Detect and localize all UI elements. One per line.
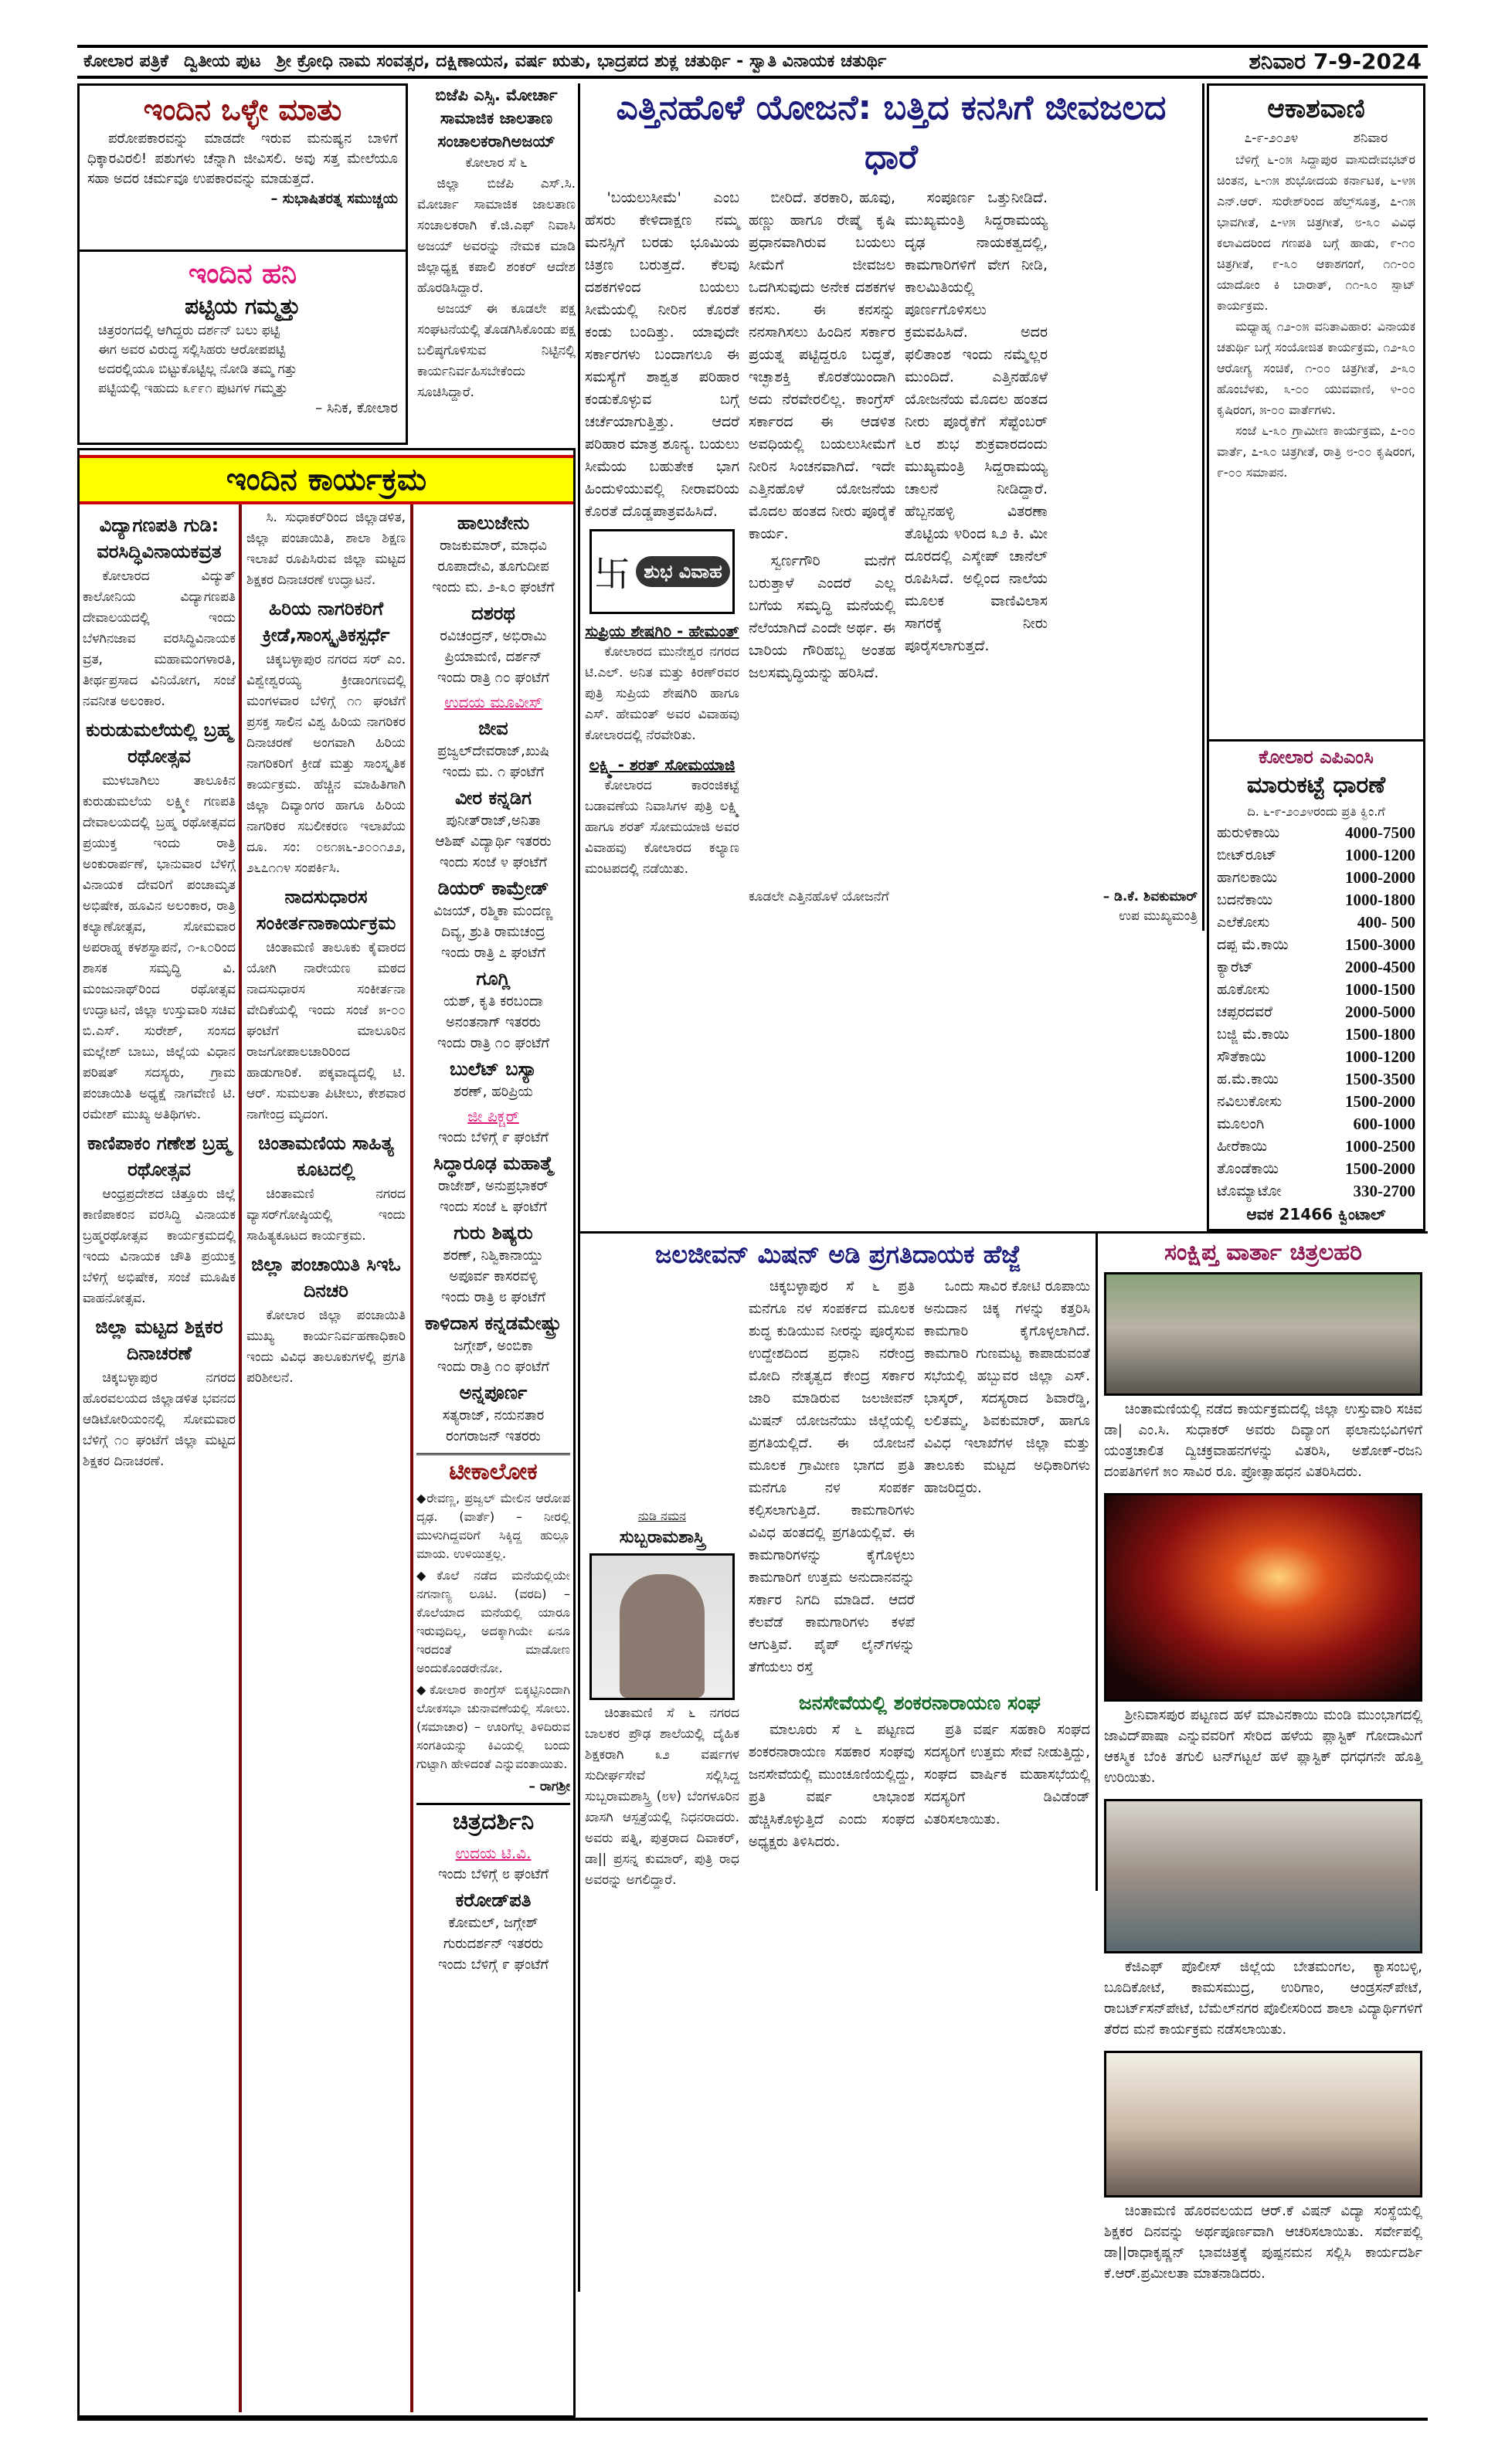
program-text: ಚಿಂತಾಮಣಿ ತಾಲೂಕು ಕೈವಾರದ ಯೋಗಿ ನಾರೇಯಣ ಮಠದ ನಾದಸುಧಾರಸ ಸಂಕೀರ್ತನಾ ವೇದಿಕೆಯಲ್ಲಿ ಇಂದು ಸಂಜೆ ೫-೦೦ ಘಂಟೆಗೆ ಮಾಲೂರಿನ ರಾಜಗೋಪಾಲಚಾರಿರಿಂದ ಹಾಡುಗಾರಿಕೆ. ಪಕ್ಕವಾದ್ಯದಲ್ಲಿ ಟಿ. ಆರ್. ಸುಮಲತಾ ಪಿಟೀಲು, ಕೇಶವಾರ ನಾಗೇಂದ್ರ ಮೃದಂಗ. — [246, 940, 406, 1122]
movie-detail: ರಂಗರಾಜನ್ ಇತರರು — [446, 1428, 541, 1444]
lead-tail: ಕೂಡಲೇ ಎತ್ತಿನಹೊಳೆ ಯೋಜನೆಗೆ — [749, 889, 889, 904]
market-row — [1217, 889, 1415, 911]
janaseve-headline: ಜನಸೇವೆಯಲ್ಲಿ ಶಂಕರನಾರಾಯಣ ಸಂಘ — [798, 1692, 1041, 1714]
schedule-para: ಬೆಳಿಗ್ಗೆ ೬-೦೫ ಸಿದ್ದಾಪುರ ವಾಸುದೇವಭಟ್‌ರ ಚಿಂತನ, ೬-೧೫ ಶುಭೋದಯ ಕರ್ನಾಟಕ, ೬-೪೫ ಎನ್.ಆರ್. ಸುರೇಶ್‌ರಿಂದ ಹೆಲ್ತ್‌ಸೂತ್ರ, ೭-೧೫ ಭಾವಗೀತೆ, ೭-೪೫ ಚಿತ್ರಗೀತೆ, ೮-೩೦ ವಿವಿಧ ಕಲಾವಿದರಿಂದ ಗಣಪತಿ ಬಗ್ಗೆ ಹಾಡು, ೯-೧೦ ಚಿತ್ರಗೀತೆ, ೯-೩೦ ಆಕಾಶಗಂಗೆ, ೧೧-೦೦ ಯಾದೋಂ ಕಿ ಬಾರಾತ್, ೧೧-೩೦ ಸ್ಪಾಟ್ ಕಾರ್ಯಕ್ರಮ. — [1217, 152, 1415, 313]
commodity: ಕ್ಯಾರೆಟ್ — [1217, 959, 1254, 976]
market-title: ಮಾರುಕಟ್ಟೆ ಧಾರಣೆ — [1246, 772, 1386, 799]
hani-line: ಅದರಲ್ಲಿಯೂ ಬಿಟ್ಟುಕೊಟ್ಟಿಲ್ಲ ನೋಡಿ ತಮ್ಮ ಗತ್ತು — [98, 361, 297, 377]
program-heading: ಚಿಂತಾಮಣಿಯ ಸಾಹಿತ್ಯ ಕೂಟದಲ್ಲಿ — [258, 1132, 394, 1180]
lead-col: ಸಂಪೂರ್ಣ ಒತ್ತುನೀಡಿದೆ. ಮುಖ್ಯಮಂತ್ರಿ ಸಿದ್ದರಾಮಯ್ಯ ದೃಢ ನಾಯಕತ್ವದಲ್ಲಿ, ಕಾಮಗಾರಿಗಳಿಗೆ ವೇಗ ನೀಡಿ, ಕಾಲಮಿತಿಯಲ್ಲಿ ಪೂರ್ಣಗೊಳಿಸಲು ಕ್ರಮವಹಿಸಿದೆ. ಅದರ ಫಲಿತಾಂಶ ಇಂದು ನಮ್ಮೆಲ್ಲರ ಮುಂದಿದೆ. ಎತ್ತಿನಹೊಳೆ ಯೋಜನೆಯ ಮೊದಲ ಹಂತದ ನೀರು ಪೂರೈಕೆಗೆ ಸೆಪ್ಟೆಂಬರ್ ೬ರ ಶುಭ ಶುಕ್ರವಾರದಂದು ಮುಖ್ಯಮಂತ್ರಿ ಸಿದ್ದರಾಮಯ್ಯ ಚಾಲನೆ ನೀಡಿದ್ದಾರೆ. ಹೆಬ್ಬನಹಳ್ಳಿ ವಿತರಣಾ ತೊಟ್ಟಿಯ ೪ರಿಂದ ೩೨ ಕಿ. ಮೀ ದೂರದಲ್ಲಿ ಎಸ್ಕೇಪ್ ಚಾನೆಲ್ ರೂಪಿಸಿದೆ. ಅಲ್ಲಿಂದ ನಾಲೆಯ ಮೂಲಕ ವಾಣಿವಿಲಾಸ ಸಾಗರಕ್ಕೆ ನೀರು ಪೂರೈಸಲಾಗುತ್ತದೆ. — [905, 189, 1048, 654]
movie-detail: ಶರಣ್, ಹರಿಪ್ರಿಯ — [454, 1084, 533, 1100]
hani-box — [77, 252, 408, 445]
chitra-title: ಚಿತ್ರದರ್ಶಿನಿ — [452, 1808, 535, 1835]
hani-subtitle: ಪಟ್ಟಿಯ ಗಮ್ಮತ್ತು — [185, 294, 301, 319]
market-row — [1217, 934, 1415, 956]
movie-detail: ಇಂದು ಬೆಳಿಗ್ಗೆ ೯ ಘಂಟೆಗೆ — [437, 1129, 549, 1145]
couple-text: ಕೋಲಾರದ ಮುನೇಶ್ವರ ನಗರದ ಟಿ.ಎಲ್. ಅನಿತ ಮತ್ತು ಕಿರಣ್‌ರವರ ಪುತ್ರಿ ಸುಪ್ರಿಯ ಶೇಷಗಿರಿ ಹಾಗೂ ಎಸ್. ಹೇಮಂತ್ ಅವರ ವಿವಾಹವು ಕೋಲಾರದಲ್ಲಿ ನೆರವೇರಿತು. — [585, 644, 739, 743]
channel-name: ಉದಯ ಟಿ.ವಿ. — [455, 1844, 532, 1862]
program-item — [83, 512, 236, 712]
movie-detail: ಸತ್ಯರಾಜ್, ನಯನತಾರ — [442, 1407, 545, 1424]
bjp-article — [417, 83, 576, 403]
commodity: ತೊಂಡೆಕಾಯಿ — [1217, 1160, 1279, 1177]
movie-detail: ರಾಜಕುಮಾರ್, ಮಾಧವಿ — [440, 538, 547, 554]
page-body — [77, 83, 1428, 2421]
news-photo — [1104, 1272, 1422, 1396]
commodity: ನವಿಲುಕೋಸು — [1217, 1093, 1282, 1110]
news-photo — [1104, 2051, 1422, 2198]
program-item — [83, 717, 236, 1125]
movie-detail: ಆಶಿಷ್ ವಿದ್ಯಾರ್ಥಿ ಇತರರು — [435, 833, 552, 850]
wedding-column — [585, 187, 739, 880]
quote-title: ಇಂದಿನ ಒಳ್ಳೇ ಮಾತು — [143, 93, 342, 127]
market-box — [1207, 742, 1425, 1231]
movie-detail: ಇಂದು ರಾತ್ರಿ ೭ ಘಂಟೆಗೆ — [441, 945, 545, 961]
wedding-badge-label: ಶುಭ ವಿವಾಹ — [636, 556, 730, 587]
hani-line: ಈಗ ಅವರ ವಿರುದ್ಧ ಸಲ್ಲಿಸಿಹರು ಆರೋಪಪಟ್ಟಿ — [98, 342, 286, 358]
movie-detail: ಇಂದು ರಾತ್ರಿ ೧೦ ಘಂಟೆಗೆ — [437, 1035, 549, 1051]
movie-detail: ಅಪೂರ್ವ ಕಾಸರವಳ್ಳಿ — [449, 1268, 538, 1285]
teeka-author: – ರಾಗಶ್ರೀ — [528, 1779, 570, 1794]
movie-detail: ವಿಜಯ್, ರಶ್ಮಿಕಾ ಮಂದಣ್ಣ — [433, 903, 553, 919]
channel-name: ಉದಯ ಮೂವೀಸ್ — [444, 693, 542, 711]
movie-detail: ಅನಂತನಾಗ್ ಇತರರು — [445, 1014, 542, 1030]
price-range: 1000-1200 — [1345, 1047, 1415, 1066]
commodity: ಎಲೆಕೋಸು — [1217, 914, 1270, 931]
commodity: ಹ.ಮೆ.ಕಾಯಿ — [1217, 1071, 1279, 1088]
price-range: 1500-1800 — [1345, 1025, 1415, 1044]
price-range: 1000-1800 — [1345, 891, 1415, 909]
program-heading: ಹಿರಿಯ ನಾಗರಿಕರಿಗೆ ಕ್ರೀಡೆ,ಸಾಂಸ್ಕೃತಿಕಸ್ಪರ್ಧೆ — [262, 598, 390, 646]
program-heading: ಕುರುಡುಮಲೆಯಲ್ಲಿ ಬ್ರಹ್ಮ ರಥೋತ್ಸವ — [86, 719, 233, 767]
movie-title: ಜೀವ — [478, 718, 508, 739]
market-row — [1217, 956, 1415, 979]
price-range: 1000-2000 — [1345, 868, 1415, 887]
price-range: 1000-1500 — [1345, 980, 1415, 999]
program-col-3 — [413, 504, 573, 2412]
movie-detail: ಪುನೀತ್‌ರಾಜ್,ಅನಿತಾ — [446, 813, 541, 829]
jjm-headline: ಜಲಜೀವನ್ ಮಿಷನ್ ಅಡಿ ಪ್ರಗತಿದಾಯಕ ಹೆಜ್ಜೆ — [654, 1240, 1021, 1269]
market-row — [1217, 1046, 1415, 1068]
price-range: 1500-2000 — [1345, 1092, 1415, 1111]
commodity: ಹೀರೆಕಾಯಿ — [1217, 1138, 1267, 1155]
price-range: 2000-4500 — [1345, 958, 1415, 976]
commodity: ಸೌತೆಕಾಯಿ — [1217, 1048, 1266, 1065]
program-heading: ಕಾಣಿಪಾಕಂ ಗಣೇಶ ಬ್ರಹ್ಮ ರಥೋತ್ಸವ — [87, 1132, 231, 1180]
program-text: ಚಿಕ್ಕಬಳ್ಳಾಪುರ ನಗರದ ಹೊರವಲಯದ ಜಿಲ್ಲಾಡಳಿತ ಭವನದ ಆಡಿಟೋರಿಯಂನಲ್ಲಿ ಸೋಮವಾರ ಬೆಳಿಗ್ಗೆ ೧೦ ಘಂಟೆಗೆ ಜಿಲ್ಲಾ ಮಟ್ಟದ ಶಿಕ್ಷಕರ ದಿನಾಚರಣೆ. — [83, 1370, 236, 1469]
almanac: ಶ್ರೀ ಕ್ರೋಧಿ ನಾಮ ಸಂವತ್ಸರ, ದಕ್ಷಿಣಾಯನ, ವರ್ಷ ಋತು, ಭಾದ್ರಪದ ಶುಕ್ಲ ಚತುರ್ಥಿ - ಸ್ವಾತಿ ವಿನಾಯಕ ಚತುರ್ಥಿ — [276, 52, 887, 71]
bjp-para: ಅಜಯ್ ಈ ಕೂಡಲೇ ಪಕ್ಷ ಸಂಘಟನೆಯಲ್ಲಿ ತೊಡಗಿಸಿಕೊಂಡು ಪಕ್ಷ ಬಲಿಷ್ಠಗೊಳಿಸುವ ನಿಟ್ಟಿನಲ್ಲಿ ಕಾರ್ಯನಿರ್ವಹಿಸಬೇಕೆಂದು ಸೂಚಿಸಿದ್ದಾರೆ. — [417, 301, 576, 400]
lead-column-3 — [905, 187, 1048, 657]
janaseve-col: ಪ್ರತಿ ವರ್ಷ ಸಹಕಾರಿ ಸಂಘದ ಸದಸ್ಯರಿಗೆ ಉತ್ತಮ ಸೇವೆ ನೀಡುತ್ತಿದ್ದು, ಸಂಘದ ವಾರ್ಷಿಕ ಮಹಾಸಭೆಯಲ್ಲಿ ಸದಸ್ಯರಿಗೆ ಡಿವಿಡೆಂಡ್ ವಿತರಿಸಲಾಯಿತು. — [924, 1722, 1090, 1828]
issue-date: ಶನಿವಾರ 7-9-2024 — [1249, 49, 1422, 74]
price-range: 1000-1200 — [1345, 846, 1415, 864]
movie-detail: ರವಿಚಂದ್ರನ್, ಅಭಿರಾಮಿ — [440, 628, 547, 644]
schedule-para: ಮಧ್ಯಾಹ್ನ ೧೨-೦೫ ವನಿತಾವಿಹಾರ: ವಿನಾಯಕ ಚತುರ್ಥಿ ಬಗ್ಗೆ ಸಂಯೋಜಿತ ಕಾರ್ಯಕ್ರಮ, ೧೨-೩೦ ಆರೋಗ್ಯ ಸಂಚಿಕೆ, ೧-೦೦ ಚಿತ್ರಗೀತೆ, ೨-೩೦ ಹೊಂಬೆಳಕು, ೩-೦೦ ಯುವವಾಣಿ, ೪-೦೦ ಕೃಷಿರಂಗ, ೫-೦೦ ವಾರ್ತೆಗಳು. — [1217, 319, 1415, 417]
movie-detail: ದಿವ್ಯ, ಶ್ರುತಿ ರಾಮಚಂದ್ರ — [441, 924, 545, 940]
couple-names: ಲಕ್ಷ್ಮಿ - ಶರತ್ ಸೋಮಯಾಜಿ — [589, 755, 736, 774]
movie-detail: ಯಶ್, ಕೃತಿ ಕರಬಂದಾ — [443, 993, 543, 1010]
movie-title: ಡಿಯರ್ ಕಾಮ್ರೇಡ್ — [437, 877, 549, 899]
jjm-area — [580, 1234, 1098, 1891]
lead-col: 'ಬಯಲುಸೀಮೆ' ಎಂಬ ಹೆಸರು ಕೇಳಿದಾಕ್ಷಣ ನಮ್ಮ ಮನಸ್ಸಿಗೆ ಬರಡು ಭೂಮಿಯ ಚಿತ್ರಣ ಬರುತ್ತದೆ. ಕೆಲವು ದಶಕಗಳಿಂದ ಬಯಲು ಸೀಮೆಯಲ್ಲಿ ನೀರಿನ ಕೊರತೆ ಕಂಡು ಬಂದಿತ್ತು. ಯಾವುದೇ ಸರ್ಕಾರಗಳು ಬಂದಾಗಲೂ ಈ ಸಮಸ್ಯೆಗೆ ಶಾಶ್ವತ ಪರಿಹಾರ ಕಂಡುಕೊಳ್ಳುವ ಬಗ್ಗೆ ಚರ್ಚೆಯಾಗುತ್ತಿತ್ತು. ಆದರೆ ಪರಿಹಾರ ಮಾತ್ರ ಶೂನ್ಯ. ಬಯಲು ಸೀಮೆಯ ಬಹುತೇಕ ಭಾಗ ಹಿಂದುಳಿಯುವಲ್ಲಿ ನೀರಾವರಿಯ ಕೊರತೆ ದೊಡ್ಡಪಾತ್ರವಹಿಸಿದೆ. — [585, 189, 739, 520]
wedding-badge — [589, 529, 735, 614]
movie-title: ಹಾಲುಜೇನು — [457, 512, 530, 534]
quote-text: ಪರೋಪಕಾರವನ್ನು ಮಾಡದೇ ಇರುವ ಮನುಷ್ಯನ ಬಾಳಿಗೆ ಧಿಕ್ಕಾರವಿರಲಿ! ಪಶುಗಳು ಚೆನ್ನಾಗಿ ಜೀವಿಸಲಿ. ಅವು ಸತ್ತ ಮೇಲೆಯೂ ಸಹಾ ಅದರ ಚರ್ಮವೂ ಉಪಕಾರವನ್ನು ಮಾಡುತ್ತದೆ. — [87, 131, 398, 187]
right-top — [580, 83, 1428, 1231]
obituary — [585, 1275, 739, 1891]
movie-title: ಬುಲೆಟ್ ಬಸ್ಯಾ — [449, 1058, 538, 1080]
news-photo — [1104, 1799, 1422, 1953]
commodity: ಹಾಗಲಕಾಯಿ — [1217, 869, 1278, 886]
quote-box — [77, 83, 408, 252]
lead-columns — [585, 187, 1198, 880]
akashavani-date: ೭-೯-೨೦೨೪ — [1244, 131, 1299, 146]
left-block — [77, 83, 576, 2418]
program-text: ಕೋಲಾರದ ವಿದ್ಯುತ್ ಕಾಲೋನಿಯ ವಿದ್ಯಾಗಣಪತಿ ದೇವಾಲಯದಲ್ಲಿ ಇಂದು ಬೆಳಗಿನಜಾವ ವರಸಿದ್ಧಿವಿನಾಯಕ ವ್ರತ, ಮಹಾಮಂಗಳಾರತಿ, ತೀರ್ಥಪ್ರಸಾದ ವಿನಿಯೋಗ, ಸಂಜೆ ನವನೀತ ಅಲಂಕಾರ. — [83, 568, 236, 709]
program-heading: ಜಿಲ್ಲಾ ಪಂಚಾಯಿತಿ ಸಿಇಓ ದಿನಚರಿ — [251, 1254, 401, 1302]
left-top — [77, 83, 576, 445]
schedule-para: ಸಂಜೆ ೬-೩೦ ಗ್ರಾಮೀಣ ಕಾರ್ಯಕ್ರಮ, ೭-೦೦ ವಾರ್ತೆ, ೭-೩೦ ಚಿತ್ರಗೀತೆ, ರಾತ್ರಿ ೮-೦೦ ಕೃಷಿರಂಗ, ೯-೦೦ ಸಮಾಪನ. — [1217, 423, 1415, 480]
price-range: 2000-5000 — [1345, 1003, 1415, 1021]
teeka-item: ◆ರೇವಣ್ಣ, ಪ್ರಜ್ವಲ್ ಮೇಲಿನ ಆರೋಪ ದೃಢ. (ವಾರ್ತೆ) – ನೀರಲ್ಲಿ ಮುಳುಗಿದ್ದವರಿಗೆ ಸಿಕ್ಕಿದ್ದ ಹುಲ್ಲೂ ಮಾಯ. ಉಳಿಯಿತ್ತಲ್ಲ. — [416, 1491, 570, 1561]
program-heading: ನಾದಸುಧಾರಸ ಸಂಕೀರ್ತನಾಕಾರ್ಯಕ್ರಮ — [256, 886, 396, 934]
chitradarshini — [416, 1803, 570, 1975]
movie-detail: ಇಂದು ಸಂಜೆ ೪ ಘಂಟೆಗೆ — [439, 854, 548, 871]
hani-line: ಪಟ್ಟಿಯಲ್ಲಿ ಇಹುದು ೩೯೯೧ ಪುಟಗಳ ಗಮ್ಮತ್ತು — [98, 381, 288, 396]
photo-caption: ಚಿಂತಾಮಣಿಯಲ್ಲಿ ನಡೆದ ಕಾರ್ಯಕ್ರಮದಲ್ಲಿ ಜಿಲ್ಲಾ ಉಸ್ತುವಾರಿ ಸಚಿವ ಡಾ| ಎಂ.ಸಿ. ಸುಧಾಕರ್ ಅವರು ದಿವ್ಯಾಂಗ ಫಲಾನುಭವಿಗಳಿಗೆ ಯಂತ್ರಚಾಲಿತ ದ್ವಿಚಕ್ರವಾಹನಗಳನ್ನು ವಿತರಿಸಿ, ಅಶೋಕ್-ರಜನಿ ದಂಪತಿಗಳಿಗೆ ೫೦ ಸಾವಿರ ರೂ. ಪ್ರೋತ್ಸಾಹಧನ ವಿತರಿಸಿದರು. — [1104, 1401, 1422, 1480]
program-item — [246, 884, 406, 1125]
market-row — [1217, 1023, 1415, 1046]
show-title: ಕರೋಡ್‌ಪತಿ — [455, 1889, 532, 1911]
program-item — [246, 1130, 406, 1247]
price-range: 1500-3000 — [1345, 935, 1415, 954]
market-row — [1217, 979, 1415, 1001]
teeka-loka — [416, 1453, 570, 1797]
right-bottom — [580, 1231, 1428, 2292]
paper-name: ಕೋಲಾರ ಪತ್ರಿಕೆ — [83, 52, 168, 71]
program-section — [77, 448, 576, 2418]
price-range: 330-2700 — [1353, 1182, 1415, 1200]
obit-name: ಸುಬ್ಬರಾಮಶಾಸ್ತ್ರಿ — [619, 1528, 705, 1547]
hani-line: ಚಿತ್ರರಂಗದಲ್ಲಿ ಆಗಿದ್ದರು ದರ್ಶನ್ ಬಲು ಫಟ್ಟಿ — [98, 323, 280, 338]
brief-column — [1098, 1234, 1425, 2292]
movie-title: ವೀರ ಕನ್ನಡಿಗ — [455, 787, 532, 809]
program-item — [246, 596, 406, 879]
couple-names: ಸುಪ್ರಿಯ ಶೇಷಗಿರಿ - ಹೇಮಂತ್ — [585, 622, 739, 640]
bjp-para: ಜಿಲ್ಲಾ ಬಿಜೆಪಿ ಎಸ್.ಸಿ. ಮೋರ್ಚಾ ಸಾಮಾಜಿಕ ಜಾಲತಾಣ ಸಂಚಾಲಕರಾಗಿ ಕೆ.ಜಿ.ಎಫ್ ನಿವಾಸಿ ಅಜಯ್ ಅವರನ್ನು ನೇಮಕ ಮಾಡಿ ಜಿಲ್ಲಾಧ್ಯಕ್ಷ ಕಪಾಲಿ ಶಂಕರ್ ಆದೇಶ ಹೊರಡಿಸಿದ್ದಾರೆ. — [417, 176, 576, 296]
hani-title: ಇಂದಿನ ಹನಿ — [188, 258, 297, 290]
jjm-col: ಚಿಕ್ಕಬಳ್ಳಾಪುರ ಸೆ ೬ ಪ್ರತಿ ಮನೆಗೂ ನಳ ಸಂಪರ್ಕದ ಮೂಲಕ ಶುದ್ಧ ಕುಡಿಯುವ ನೀರನ್ನು ಪೂರೈಸುವ ಉದ್ದೇಶದಿಂದ ಪ್ರಧಾನಿ ನರೇಂದ್ರ ಮೋದಿ ನೇತೃತ್ವದ ಕೇಂದ್ರ ಸರ್ಕಾರ ಜಾರಿ ಮಾಡಿರುವ ಜಲಜೀವನ್ ಮಿಷನ್ ಯೋಜನೆಯು ಜಿಲ್ಲೆಯಲ್ಲಿ ಪ್ರಗತಿಯಲ್ಲಿದೆ. ಈ ಯೋಜನೆ ಮೂಲಕ ಗ್ರಾಮೀಣ ಭಾಗದ ಪ್ರತಿ ಮನೆಗೂ ನಳ ಸಂಪರ್ಕ ಕಲ್ಪಿಸಲಾಗುತ್ತಿದೆ. ಕಾಮಗಾರಿಗಳು ವಿವಿಧ ಹಂತದಲ್ಲಿ ಪ್ರಗತಿಯಲ್ಲಿವೆ. ಈ ಕಾಮಗಾರಿಗಳನ್ನು ಕೈಗೊಳ್ಳಲು ಕಾಮಗಾರಿಗೆ ಉತ್ತಮ ಅನುದಾನವನ್ನು ಸರ್ಕಾರ ನಿಗದಿ ಮಾಡಿದೆ. ಆದರೆ ಕೆಲವೆಡೆ ಕಾಮಗಾರಿಗಳು ಕಳಪೆ ಆಗುತ್ತಿವೆ. ಪೈಪ್ ಲೈನ್‌ಗಳನ್ನು ತೆಗೆಯಲು ರಸ್ತೆ — [749, 1278, 915, 1675]
program-text: ಚಿಕ್ಕಬಳ್ಳಾಪುರ ನಗರದ ಸರ್ ಎಂ. ವಿಶ್ವೇಶ್ವರಯ್ಯ ಕ್ರೀಡಾಂಗಣದಲ್ಲಿ ಮಂಗಳವಾರ ಬೆಳಿಗ್ಗೆ ೧೧ ಘಂಟೆಗೆ ಪ್ರಸಕ್ತ ಸಾಲಿನ ವಿಶ್ವ ಹಿರಿಯ ನಾಗರಿಕರ ದಿನಾಚರಣೆ ಅಂಗವಾಗಿ ಹಿರಿಯ ನಾಗರಿಕರಿಗೆ ಕ್ರೀಡೆ ಮತ್ತು ಸಾಂಸ್ಕೃತಿಕ ಕಾರ್ಯಕ್ರಮ. ಹೆಚ್ಚಿನ ಮಾಹಿತಿಗಾಗಿ ಜಿಲ್ಲಾ ದಿವ್ಯಾಂಗರ ಹಾಗೂ ಹಿರಿಯ ನಾಗರಿಕರ ಸಬಲೀಕರಣ ಇಲಾಖೆಯ ದೂ. ಸಂ: ೦೮೧೫೬-೨೦೦೧೨೨, ೨೬೭೧೧೪ ಸಂಪರ್ಕಿಸಿ. — [246, 652, 406, 876]
teeka-item: ◆ಕೊಲೆ ನಡೆದ ಮನೆಯಲ್ಲಿಯೇ ನಗನಾಣ್ಯ ಲೂಟಿ. (ವರದಿ) – ಕೊಲೆಯಾದ ಮನೆಯಲ್ಲಿ ಯಾರೂ ಇರುವುದಿಲ್ಲ, ಅದಕ್ಕಾಗಿಯೇ ಏನೂ ಇರದಂತೆ ಮಾಡೋಣ ಅಂದುಕೊಂಡರೇನೋ. — [416, 1568, 570, 1675]
market-row — [1217, 822, 1415, 844]
program-text: ಸಿ. ಸುಧಾಕರ್‌ರಿಂದ ಜಿಲ್ಲಾಡಳಿತ, ಜಿಲ್ಲಾ ಪಂಚಾಯಿತಿ, ಶಾಲಾ ಶಿಕ್ಷಣ ಇಲಾಖೆ ರೂಪಿಸಿರುವ ಜಿಲ್ಲಾ ಮಟ್ಟದ ಶಿಕ್ಷಕರ ದಿನಾಚರಣೆ ಉದ್ಘಾಟನೆ. — [246, 510, 406, 588]
market-row — [1217, 1091, 1415, 1113]
obit-kicker: ನುಡಿ ನಮನ — [637, 1509, 687, 1523]
movie-title: ಗೂಗ್ಲಿ — [476, 968, 511, 989]
program-item — [246, 507, 406, 591]
brief-headline: ಸಂಕ್ಷಿಪ್ತ ವಾರ್ತಾ ಚಿತ್ರಲಹರಿ — [1164, 1239, 1362, 1266]
program-item — [83, 1314, 236, 1472]
lead-col: ಸ್ವರ್ಣಗೌರಿ ಮನೆಗೆ ಬರುತ್ತಾಳೆ ಎಂದರೆ ಎಲ್ಲ ಬಗೆಯ ಸಮೃದ್ಧಿ ಮನೆಯಲ್ಲಿ ನೆಲೆಯಾಗಿದೆ ಎಂದೇ ಅರ್ಥ. ಈ ಬಾರಿಯ ಗೌರಿಹಬ್ಬ ಅಂತಹ ಜಲಸಮೃದ್ಧಿಯನ್ನು ಹರಿಸಿದೆ. — [749, 552, 895, 681]
movie-detail: ರಾಜೇಶ್, ಅನುಪ್ರಭಾಕರ್ — [437, 1178, 549, 1194]
price-range: 4000-7500 — [1345, 823, 1415, 842]
masthead — [77, 45, 1428, 79]
program-text: ಚಿಂತಾಮಣಿ ನಗರದ ವ್ಯಾಸರ್‌ಗೋಷ್ಠಿಯಲ್ಲಿ ಇಂದು ಸಾಹಿತ್ಯಕೂಟದ ಕಾರ್ಯಕ್ರಮ. — [246, 1186, 406, 1244]
photo-caption: ಶ್ರೀನಿವಾಸಪುರ ಪಟ್ಟಣದ ಹಳೆ ಮಾವಿನಕಾಯಿ ಮಂಡಿ ಮುಂಭಾಗದಲ್ಲಿ ಜಾವಿದ್‌ಪಾಷಾ ಎನ್ನುವವರಿಗೆ ಸೇರಿದ ಹಳೆಯ ಪ್ಲಾಸ್ಟಿಕ್ ಗೋದಾಮಿಗೆ ಆಕಸ್ಮಿಕ ಬೆಂಕಿ ತಗುಲಿ ಟನ್‌ಗಟ್ಟಲೆ ಹಳೆ ಪ್ಲಾಸ್ಟಿಕ್ ಧಗಧಗನೇ ಹೊತ್ತಿ ಉರಿಯಿತು. — [1104, 1707, 1422, 1786]
commodity: ಬಜ್ಜಿ ಮೆ.ಕಾಯಿ — [1217, 1026, 1289, 1043]
teeka-item: ◆ಕೋಲಾರ ಕಾಂಗ್ರೆಸ್ ಬಿಕ್ಕಟ್ಟಿನಿಂದಾಗಿ ಲೋಕಸಭಾ ಚುನಾವಣೆಯಲ್ಲಿ ಸೋಲು. (ಸಮಾಚಾರ) – ಊರಿಗೆಲ್ಲ ತಿಳಿದಿರುವ ಸಂಗತಿಯನ್ನು ಕಿವಿಯಲ್ಲಿ ಬಂದು ಗುಟ್ಟಾಗಿ ಹೇಳಿದಂತೆ ಎನ್ನುವಂತಾಯಿತು. — [416, 1682, 570, 1771]
janaseve-col: ಮಾಲೂರು ಸೆ ೬ ಪಟ್ಟಣದ ಶಂಕರನಾರಾಯಣ ಸಹಕಾರ ಸಂಘವು ಜನಸೇವೆಯಲ್ಲಿ ಮುಂಚೂಣಿಯಲ್ಲಿದ್ದು, ಪ್ರತಿ ವರ್ಷ ಲಾಭಾಂಶ ಹೆಚ್ಚಿಸಿಕೊಳ್ಳುತ್ತಿದೆ ಎಂದು ಸಂಘದ ಅಧ್ಯಕ್ಷರು ತಿಳಿಸಿದರು. — [749, 1722, 915, 1850]
movie-title: ಅನ್ನಪೂರ್ಣ — [459, 1382, 528, 1403]
movie-title: ಕಾಳಿದಾಸ ಕನ್ನಡಮೇಷ್ಟ್ರು — [424, 1312, 562, 1334]
movie-detail: ಇಂದು ಮ. ೨-೩೦ ಘಂಟೆಗೆ — [432, 579, 555, 596]
program-text: ಮುಳಬಾಗಿಲು ತಾಲೂಕಿನ ಕುರುಡುಮಲೆಯ ಲಕ್ಷ್ಮೀ ಗಣಪತಿ ದೇವಾಲಯದಲ್ಲಿ ಬ್ರಹ್ಮ ರಥೋತ್ಸವದ ಪ್ರಯುಕ್ತ ಇಂದು ರಾತ್ರಿ ಅಂಕುರಾರ್ಪಣೆ, ಭಾನುವಾರ ಬೆಳಿಗ್ಗೆ ವಿನಾಯಕ ದೇವರಿಗೆ ಪಂಚಾಮೃತ ಅಭಿಷೇಕ, ಹೂವಿನ ಅಲಂಕಾರ, ರಾತ್ರಿ ಕಲ್ಯಾಣೋತ್ಸವ, ಸೋಮವಾರ ಅಪರಾಹ್ನ ಕಳಶಸ್ಥಾಪನೆ, ೧-೩೦ರಿಂದ ಶಾಸಕ ಸಮೃದ್ಧಿ ವಿ. ಮಂಜುನಾಥ್‌ರಿಂದ ರಥೋತ್ಸವ ಉದ್ಘಾಟನೆ, ಜಿಲ್ಲಾ ಉಸ್ತುವಾರಿ ಸಚಿವ ಬಿ.ಎಸ್. ಸುರೇಶ್, ಸಂಸದ ಮಲ್ಲೇಶ್ ಬಾಬು, ಜಿಲ್ಲೆಯ ವಿಧಾನ ಪರಿಷತ್ ಸದಸ್ಯರು, ಗ್ರಾಮ ಪಂಚಾಯಿತಿ ಅಧ್ಯಕ್ಷೆ ನಾಗವೇಣಿ ಟಿ. ರಮೇಶ್ ಮುಖ್ಯ ಅತಿಥಿಗಳು. — [83, 773, 236, 1122]
market-subtitle: ದಿ. ೬-೯-೨೦೨೪ರಂದು ಪ್ರತಿ ಕ್ವಿಂ.ಗೆ — [1247, 804, 1385, 819]
program-columns — [80, 504, 573, 2412]
program-banner — [80, 455, 573, 504]
commodity: ಹೂಕೋಸು — [1217, 981, 1270, 998]
market-row — [1217, 1180, 1415, 1203]
commodity: ಟೊಮ್ಯಾಟೋ — [1217, 1183, 1282, 1200]
market-row — [1217, 1158, 1415, 1180]
market-row — [1217, 1068, 1415, 1091]
lead-headline: ಎತ್ತಿನಹೊಳೆ ಯೋಜನೆ: ಬತ್ತಿದ ಕನಸಿಗೆ ಜೀವಜಲದ ಧಾರೆ — [616, 88, 1167, 177]
market-row — [1217, 911, 1415, 934]
market-row — [1217, 1001, 1415, 1023]
program-heading: ಜಿಲ್ಲಾ ಮಟ್ಟದ ಶಿಕ್ಷಕರ ದಿನಾಚರಣೆ — [95, 1316, 223, 1364]
market-arrival: ಆವಕ 21466 ಕ್ವಿಂಟಾಲ್ — [1246, 1205, 1386, 1224]
movie-detail: ಶರಣ್, ನಿಶ್ವಿಕಾನಾಯ್ಡು — [443, 1247, 544, 1264]
commodity: ಬದನೆಕಾಯಿ — [1217, 891, 1273, 908]
market-row — [1217, 867, 1415, 889]
market-row — [1217, 1113, 1415, 1135]
teeka-title: ಟೀಕಾಲೋಕ — [449, 1458, 538, 1485]
market-kicker: ಕೋಲಾರ ಎಪಿಎಂಸಿ — [1259, 746, 1374, 768]
movie-detail: ಇಂದು ಮ. ೧ ಘಂಟೆಗೆ — [442, 764, 545, 780]
lead-col: ಬೀರಿದೆ. ತರಕಾರಿ, ಹೂವು, ಹಣ್ಣು ಹಾಗೂ ರೇಷ್ಮೆ ಕೃಷಿ ಪ್ರಧಾನವಾಗಿರುವ ಬಯಲು ಸೀಮೆಗೆ ಜೀವಜಲ ಒದಗಿಸುವುದು ಅನೇಕ ದಶಕಗಳ ಕನಸು. ಈ ಕನಸನ್ನು ನನಸಾಗಿಸಲು ಹಿಂದಿನ ಸರ್ಕಾರ ಪ್ರಯತ್ನ ಪಟ್ಟಿದ್ದರೂ ಬದ್ಧತೆ, ಇಚ್ಛಾಶಕ್ತಿ ಕೊರತೆಯಿಂದಾಗಿ ಅದು ನೆರವೇರಲಿಲ್ಲ. ಕಾಂಗ್ರೆಸ್ ಸರ್ಕಾರದ ಈ ಆಡಳಿತ ಅವಧಿಯಲ್ಲಿ ಬಯಲುಸೀಮೆಗೆ ನೀರಿನ ಸಿಂಚನವಾಗಿದೆ. ಇದೇ ಎತ್ತಿನಹೊಳೆ ಯೋಜನೆಯ ಮೊದಲ ಹಂತದ ನೀರು ಪೂರೈಕೆ ಕಾರ್ಯ. — [749, 189, 895, 542]
commodity: ಮೂಲಂಗಿ — [1217, 1115, 1265, 1132]
program-item — [246, 1251, 406, 1389]
movie-detail: ಇಂದು ರಾತ್ರಿ ೧೦ ಘಂಟೆಗೆ — [437, 1359, 549, 1375]
market-row — [1217, 1135, 1415, 1158]
swastika-icon: 卐 — [594, 553, 630, 595]
channel-name: ಜೀ ಪಿಕ್ಚರ್ — [467, 1107, 519, 1125]
akashavani-day: ಶನಿವಾರ — [1353, 131, 1388, 146]
price-range: 600-1000 — [1353, 1115, 1415, 1133]
obit-photo — [589, 1553, 735, 1700]
commodity: ಚಪ್ಪರದವರೆ — [1217, 1003, 1272, 1020]
movie-detail: ಇಂದು ಸಂಜೆ ೬ ಘಂಟೆಗೆ — [439, 1199, 548, 1215]
photo-caption: ಚಿಂತಾಮಣಿ ಹೊರವಲಯದ ಆರ್.ಕೆ ವಿಷನ್ ವಿದ್ಯಾ ಸಂಸ್ಥೆಯಲ್ಲಿ ಶಿಕ್ಷಕರ ದಿನವನ್ನು ಅರ್ಥಪೂರ್ಣವಾಗಿ ಆಚರಿಸಲಾಯಿತು. ಸರ್ವೇಪಲ್ಲಿ ಡಾ||ರಾಧಾಕೃಷ್ಣನ್ ಭಾವಚಿತ್ರಕ್ಕೆ ಪುಷ್ಪನಮನ ಸಲ್ಲಿಸಿ ಕಾರ್ಯದರ್ಶಿ ಕೆ.ಆರ್.ಪ್ರಮೀಲತಾ ಮಾತನಾಡಿದರು. — [1104, 2203, 1422, 2282]
program-text: ಆಂಧ್ರಪ್ರದೇಶದ ಚಿತ್ತೂರು ಜಿಲ್ಲೆ ಕಾಣಿಪಾಕಂನ ವರಸಿದ್ಧಿ ವಿನಾಯಕ ಬ್ರಹ್ಮರಥೋತ್ಸವ ಕಾರ್ಯಕ್ರಮದಲ್ಲಿ ಇಂದು ವಿನಾಯಕ ಚೌತಿ ಪ್ರಯುಕ್ತ ಬೆಳಿಗ್ಗೆ ಅಭಿಷೇಕ, ಸಂಜೆ ಮೂಷಿಕ ವಾಹನೋತ್ಸವ. — [83, 1186, 236, 1306]
movie-detail: ರೂಪಾದೇವಿ, ತೂಗುದೀಪ — [437, 558, 549, 575]
movie-detail: ಜಗ್ಗೇಶ್, ಅಂಬಿಕಾ — [454, 1338, 533, 1354]
market-row — [1217, 844, 1415, 867]
show-time: ಇಂದು ಬೆಳಿಗ್ಗೆ ೯ ಘಂಟೆಗೆ — [437, 1957, 549, 1973]
price-range: 1000-2500 — [1345, 1137, 1415, 1156]
price-range: 1500-3500 — [1345, 1070, 1415, 1088]
lead-article — [580, 83, 1204, 931]
jjm-col: ಒಂದು ಸಾವಿರ ಕೋಟಿ ರೂಪಾಯಿ ಅನುದಾನ ಚಿಕ್ಕ ಗಳನ್ನು ಕತ್ತರಿಸಿ ಕಾಮಗಾರಿ ಕೈಗೊಳ್ಳಲಾಗಿದೆ. ಕಾಮಗಾರಿ ಗುಣಮಟ್ಟ ಕಾಪಾಡುವಂತೆ ಸಭೆಯಲ್ಲಿ ಹಬ್ಬುವರ ಜಿಲ್ಲಾ ಎಸ್. ಭಾಸ್ಕರ್, ಸದಸ್ಯರಾದ ಶಿವಾರೆಡ್ಡಿ, ಲಲಿತಮ್ಮ, ಶಿವಕುಮಾರ್, ಹಾಗೂ ವಿವಿಧ ಇಲಾಖೆಗಳ ಜಿಲ್ಲಾ ಮತ್ತು ತಾಲೂಕು ಮಟ್ಟದ ಅಧಿಕಾರಿಗಳು ಹಾಜರಿದ್ದರು. — [924, 1278, 1090, 1496]
hani-author: – ಸಿನಿಕ, ಕೋಲಾರ — [315, 400, 398, 416]
commodity: ದಪ್ಪ ಮೆ.ಕಾಯಿ — [1217, 936, 1289, 953]
news-photo — [1104, 1493, 1422, 1702]
commodity: ಹುರುಳಿಕಾಯಿ — [1217, 824, 1280, 841]
program-item — [83, 1130, 236, 1309]
photo-caption: ಕೆಜಿಎಫ್ ಪೊಲೀಸ್ ಜಿಲ್ಲೆಯ ಬೇತಮಂಗಲ, ಕ್ಯಾಸಂಬಳ್ಳಿ, ಬೂದಿಕೋಟೆ, ಕಾಮಸಮುದ್ರ, ಉರಿಗಾಂ, ಆಂಡ್ರಸನ್‌ಪೇಟೆ, ರಾಬರ್ಟ್‌ಸನ್‌ಪೇಟೆ, ಬೆಮೆಲ್‌ನಗರ ಪೊಲೀಸರಿಂದ ಶಾಲಾ ವಿದ್ಯಾರ್ಥಿಗಳಿಗೆ ತೆರೆದ ಮನೆ ಕಾರ್ಯಕ್ರಮ ನಡೆಸಲಾಯಿತು. — [1104, 1959, 1422, 2038]
commodity: ಬೀಟ್‌ರೂಟ್ — [1217, 847, 1277, 864]
movie-detail: ಇಂದು ರಾತ್ರಿ ೮ ಘಂಟೆಗೆ — [441, 1289, 545, 1305]
couple-text: ಕೋಲಾರದ ಕಾರಂಜಿಕಟ್ಟೆ ಬಡಾವಣೆಯ ನಿವಾಸಿಗಳ ಪುತ್ರಿ ಲಕ್ಷ್ಮಿ ಹಾಗೂ ಶರತ್ ಸೋಮಯಾಜಿ ಅವರ ವಿವಾಹವು ಕೋಲಾರದ ಕಲ್ಯಾಣ ಮಂಟಪದಲ್ಲಿ ನಡೆಯಿತು. — [585, 778, 739, 877]
movie-title: ಗುರು ಶಿಷ್ಯರು — [454, 1222, 533, 1244]
jjm-body — [749, 1275, 1091, 1853]
left-boxes — [77, 83, 408, 445]
obit-text: ಚಿಂತಾಮಣಿ ಸೆ ೬ ನಗರದ ಬಾಲಕರ ಪ್ರೌಢ ಶಾಲೆಯಲ್ಲಿ ದೈಹಿಕ ಶಿಕ್ಷಕರಾಗಿ ೩೨ ವರ್ಷಗಳ ಸುದೀರ್ಘಸೇವೆ ಸಲ್ಲಿಸಿದ್ದ ಸುಬ್ಬರಾಮಶಾಸ್ತ್ರಿ (೮೪) ಬೆಂಗಳೂರಿನ ಖಾಸಗಿ ಆಸ್ಪತ್ರೆಯಲ್ಲಿ ನಿಧನರಾದರು. ಅವರು ಪತ್ನಿ, ಪುತ್ರರಾದ ದಿವಾಕರ್, ಡಾ|| ಪ್ರಸನ್ನ ಕುಮಾರ್, ಪುತ್ರಿ ರಾಧ ಅವರನ್ನು ಅಗಲಿದ್ದಾರೆ. — [585, 1705, 739, 1888]
movie-detail: ಇಂದು ರಾತ್ರಿ ೧೦ ಘಂಟೆಗೆ — [437, 670, 549, 686]
byline: – ಡಿ.ಕೆ. ಶಿವಕುಮಾರ್ — [1102, 889, 1198, 904]
movie-detail: ಪ್ರಜ್ವಲ್‌ದೇವರಾಜ್,ಖುಷಿ — [437, 743, 549, 759]
movie-detail: ಪ್ರಿಯಾಮಣಿ, ದರ್ಶನ್ — [444, 649, 542, 665]
akashavani-title: ಆಕಾಶವಾಣಿ — [1267, 93, 1365, 124]
lead-column-2 — [749, 187, 895, 684]
price-range: 400- 500 — [1357, 913, 1415, 932]
movie-title: ದಶರಥ — [471, 602, 515, 624]
lead-footer — [749, 888, 1198, 926]
program-text: ಕೋಲಾರ ಜಿಲ್ಲಾ ಪಂಚಾಯಿತಿ ಮುಖ್ಯ ಕಾರ್ಯನಿರ್ವಹಣಾಧಿಕಾರಿ ಇಂದು ವಿವಿಧ ತಾಲೂಕುಗಳಲ್ಲಿ ಪ್ರಗತಿ ಪರಿಶೀಲನೆ. — [246, 1308, 406, 1386]
bjp-dateline: ಕೋಲಾರ ಸೆ ೬ — [465, 155, 528, 171]
show-cast: ಗುರುದರ್ಶನ್ ಇತರರು — [443, 1936, 544, 1952]
show-cast: ಕೋಮಲ್, ಜಗ್ಗೇಶ್ — [448, 1915, 538, 1931]
bjp-headline: ಬಿಜೆಪಿ ಎಸ್ಸಿ. ಮೋರ್ಚಾ ಸಾಮಾಜಿಕ ಜಾಲತಾಣ ಸಂಚಾಲಕರಾಗಿಅಜಯ್ — [435, 86, 558, 151]
price-range: 1500-2000 — [1345, 1159, 1415, 1178]
movie-title: ಸಿದ್ಧಾರೂಢ ಮಹಾತ್ಮೆ — [433, 1152, 554, 1174]
quote-source: – ಸುಭಾಷಿತರತ್ನ ಸಮುಚ್ಚಯ — [270, 191, 398, 207]
show-time: ಇಂದು ಬೆಳಿಗ್ಗೆ ೮ ಘಂಟೆಗೆ — [437, 1866, 549, 1882]
right-column — [1204, 83, 1425, 1231]
program-heading: ವಿದ್ಯಾಗಣಪತಿ ಗುಡಿ: ವರಸಿದ್ಧಿವಿನಾಯಕವ್ರತ — [97, 514, 222, 562]
right-block — [578, 83, 1428, 2292]
page-label: ದ್ವಿತೀಯ ಪುಟ — [183, 52, 261, 71]
newspaper-page — [77, 45, 1428, 2421]
program-title: ಇಂದಿನ ಕಾರ್ಯಕ್ರಮ — [226, 462, 427, 497]
akashavani-box — [1207, 83, 1425, 742]
byline-role: ಉಪ ಮುಖ್ಯಮಂತ್ರಿ — [1119, 908, 1198, 924]
